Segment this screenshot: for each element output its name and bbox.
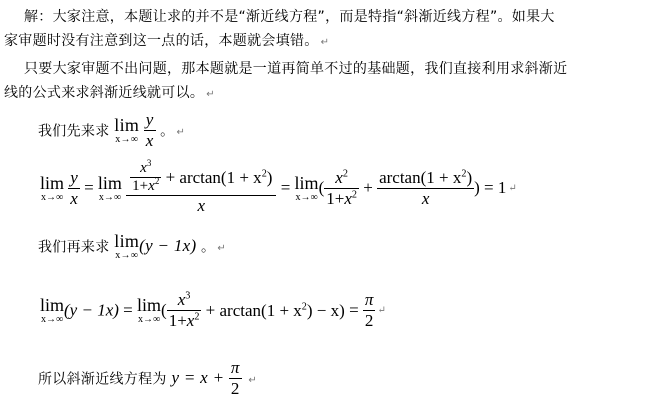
limit-operator: lim x→∞ [97,172,122,203]
conclusion-line: 所以斜渐近线方程为 y = x + $\frac{\pi}{2}$ ↵ [38,358,257,398]
pi-over-2-fraction: $\frac{\pi}{2}$ [230,358,240,398]
equation-slope-limit: lim x→∞ $\frac{y}{x}$ = lim x→∞ $\frac{x^3}{1+x^2}$ + $\arctan(1 + x^2)$ x = lim x→∞ ( $\frac{x^2}{1+x^2}$ + $\frac{\arctan(1 + x^2)}{x}$ ) = 1 ↵ [40,158,517,215]
limit-operator: lim x→∞ [40,295,65,325]
step2-line: 我们再来求 lim x→∞ (y − 1x) 。 ↵ [38,231,227,261]
para2-line1-text: 只要大家审题不出问题，那本题就是一道再简单不过的基础题，我们直接利用求斜渐近 [24,61,568,77]
para1-line1-text: 解：大家注意，本题让求的并不是“渐近线方程”，而是特指“斜渐近线方程”。如果大 [24,9,555,25]
limit-operator: lim x→∞ [294,172,319,203]
conclusion-intro-text: 所以斜渐近线方程为 [38,371,167,388]
para2-line2 [4,82,215,102]
para1-line2 [4,30,329,50]
period: 。 [160,123,175,140]
equation-intercept-limit: lim x→∞ (y − 1x) = lim x→∞ ( $\frac{x^3}{1+x^2}$ + $\arctan(1 + x^2) - x$) = $\frac{\pi}{2}$ ↵ [40,290,386,330]
y-over-x-fraction: $\frac{y}{x}$ [145,110,154,150]
para2-line1 [24,58,567,78]
para1-line1 [24,6,555,26]
step2-limit-expr: lim x→∞ (y − 1x) [114,231,197,261]
step1-intro-text: 我们先来求 [38,123,110,140]
y-over-x-fraction: $\frac{y}{x}$ [70,167,78,208]
return-mark: ↵ [206,89,215,100]
limit-operator: lim x→∞ [114,115,140,145]
big-fraction: $\frac{x^3}{1+x^2}$ + $\arctan(1 + x^2)$ x [126,160,276,216]
x2-fraction: $\frac{x^2}{1+x^2}$ [326,167,357,208]
step1-line: 我们先来求 lim x→∞ $\frac{y}{x}$ 。 ↵ [38,110,186,150]
limit-operator: lim x→∞ [114,231,140,261]
arctan-over-x-fraction: $\frac{\arctan(1 + x^2)}{x}$ [379,167,473,208]
limit-operator: lim x→∞ [137,295,162,325]
return-mark: ↵ [320,37,330,48]
x-cubed-fraction: $\frac{x^3}{1+x^2}$ [132,158,160,194]
pi-over-2-fraction: $\frac{\pi}{2}$ [364,290,374,330]
step2-intro-text: 我们再来求 [38,239,110,256]
period: 。 [201,239,216,256]
x-cubed-fraction: $\frac{x^3}{1+x^2}$ [168,290,200,330]
para1-line2-text: 家审题时没有注意到这一点的话，本题就会填错。 [4,33,319,49]
asymptote-equation: y = x + $\frac{\pi}{2}$ [171,358,240,398]
limit-operator: lim x→∞ [40,172,65,203]
para2-line2-text: 线的公式来求斜渐近线就可以。 [4,85,205,101]
step1-limit-expr [114,110,160,150]
